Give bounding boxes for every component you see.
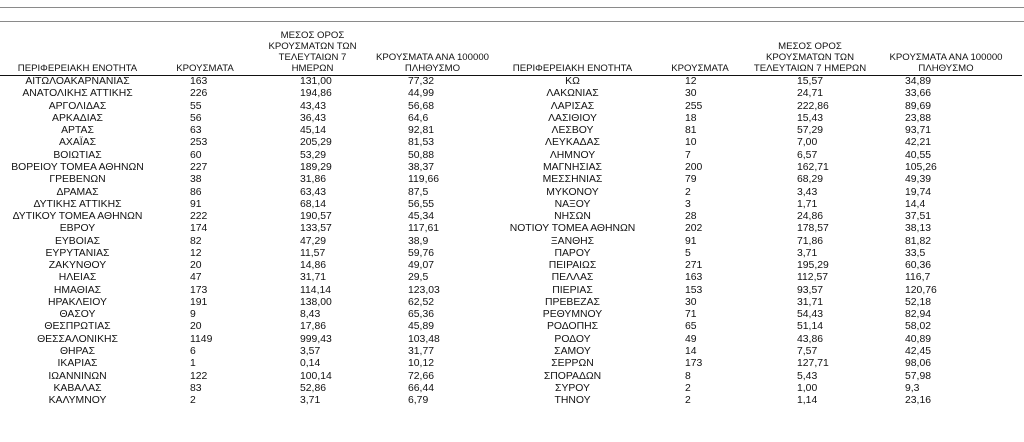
- cell-avg-7-days: 162,71: [797, 161, 829, 173]
- cell-per-100000: 105,26: [905, 161, 937, 173]
- cell-per-100000: 9,3: [905, 382, 920, 394]
- cell-avg-7-days: 24,86: [797, 211, 824, 223]
- cell-cases: 56: [190, 112, 202, 124]
- cell-cases: 83: [190, 382, 202, 394]
- cell-cases: 12: [190, 247, 202, 259]
- cell-area: ΛΗΜΝΟΥ: [549, 149, 596, 161]
- cell-cases: 28: [685, 211, 697, 223]
- table-row: [0, 321, 1022, 333]
- cell-cases: 8: [685, 370, 691, 382]
- cell-per-100000: 33,5: [905, 247, 926, 259]
- header-area: ΠΕΡΙΦΕΡΕΙΑΚΗ ΕΝΟΤΗΤΑ: [495, 30, 650, 76]
- cell-per-100000: 89,69: [905, 100, 932, 112]
- cell-area: ΠΡΕΒΕΖΑΣ: [545, 296, 600, 308]
- cell-per-100000: 123,03: [408, 284, 440, 296]
- cell-cases: 1: [190, 358, 196, 370]
- table-row: [0, 358, 1022, 370]
- cell-cases: 47: [190, 272, 202, 284]
- cell-area: ΜΥΚΟΝΟΥ: [546, 186, 599, 198]
- cell-avg-7-days: 31,71: [797, 296, 824, 308]
- cell-avg-7-days: 24,71: [797, 88, 824, 100]
- cell-per-100000: 93,71: [905, 125, 932, 137]
- cell-cases: 2: [685, 382, 691, 394]
- cell-per-100000: 6,79: [408, 395, 429, 407]
- cell-avg-7-days: 112,57: [797, 272, 829, 284]
- cell-area: ΔΥΤΙΚΟΥ ΤΟΜΕΑ ΑΘΗΝΩΝ: [12, 211, 143, 223]
- cell-cases: 91: [685, 235, 697, 247]
- cell-per-100000: 65,36: [408, 309, 435, 321]
- table-row: [0, 162, 1022, 174]
- cell-per-100000: 31,77: [408, 345, 435, 357]
- cell-avg-7-days: 3,57: [300, 345, 321, 357]
- cell-cases: 81: [685, 125, 697, 137]
- cell-avg-7-days: 36,43: [300, 112, 327, 124]
- cell-avg-7-days: 71,86: [797, 235, 824, 247]
- cell-cases: 3: [685, 198, 691, 210]
- cases-table: [0, 30, 1022, 407]
- header-row: [0, 30, 1022, 76]
- cell-cases: 55: [190, 100, 202, 112]
- cell-avg-7-days: 11,57: [300, 247, 326, 259]
- cell-area: ΛΕΣΒΟΥ: [551, 125, 594, 137]
- header-cases: ΚΡΟΥΣΜΑΤΑ: [650, 30, 750, 76]
- cell-cases: 173: [685, 358, 703, 370]
- cell-cases: 60: [190, 149, 202, 161]
- cell-per-100000: 49,07: [408, 260, 435, 272]
- cell-area: ΠΕΙΡΑΙΩΣ: [548, 260, 597, 272]
- cell-per-100000: 33,66: [905, 88, 932, 100]
- cell-area: ΔΥΤΙΚΗΣ ΑΤΤΙΚΗΣ: [33, 198, 122, 210]
- cell-area: ΔΡΑΜΑΣ: [56, 186, 99, 198]
- cell-per-100000: 14,4: [905, 198, 926, 210]
- cell-avg-7-days: 53,29: [300, 149, 327, 161]
- cell-per-100000: 50,88: [408, 149, 435, 161]
- table-row: [0, 346, 1022, 358]
- cell-cases: 174: [190, 223, 208, 235]
- cell-avg-7-days: 45,14: [300, 125, 327, 137]
- cell-avg-7-days: 178,57: [797, 223, 829, 235]
- cell-cases: 5: [685, 247, 691, 259]
- cell-area: ΝΗΣΩΝ: [554, 211, 591, 223]
- cell-area: ΞΑΝΘΗΣ: [550, 235, 595, 247]
- cell-area: ΡΕΘΥΜΝΟΥ: [542, 309, 603, 321]
- cell-cases: 91: [190, 198, 202, 210]
- cell-per-100000: 116,7: [905, 272, 931, 284]
- cell-area: ΗΜΑΘΙΑΣ: [53, 284, 102, 296]
- cell-cases: 2: [685, 186, 691, 198]
- table-row: [0, 334, 1022, 346]
- cell-avg-7-days: 43,43: [300, 100, 327, 112]
- cell-per-100000: 77,32: [408, 76, 435, 88]
- cell-cases: 153: [685, 284, 703, 296]
- table-row: [0, 297, 1022, 309]
- cell-per-100000: 98,06: [905, 358, 932, 370]
- cell-cases: 9: [190, 309, 196, 321]
- cell-cases: 271: [685, 260, 703, 272]
- cell-area: ΣΕΡΡΩΝ: [551, 358, 594, 370]
- cell-per-100000: 34,89: [905, 76, 932, 88]
- cell-area: ΗΛΕΙΑΣ: [58, 272, 97, 284]
- cell-avg-7-days: 3,71: [797, 247, 818, 259]
- cell-cases: 18: [685, 112, 697, 124]
- cell-avg-7-days: 1,00: [797, 382, 818, 394]
- cell-per-100000: 38,37: [408, 161, 435, 173]
- cell-per-100000: 58,02: [905, 321, 932, 333]
- cell-avg-7-days: 205,29: [300, 137, 332, 149]
- cell-area: ΠΑΡΟΥ: [554, 247, 591, 259]
- cell-per-100000: 45,89: [408, 321, 435, 333]
- cell-per-100000: 23,16: [905, 395, 932, 407]
- cell-area: ΤΗΝΟΥ: [554, 395, 591, 407]
- cell-area: ΕΒΡΟΥ: [59, 223, 96, 235]
- cell-area: ΒΟΡΕΙΟΥ ΤΟΜΕΑ ΑΘΗΝΩΝ: [11, 161, 144, 173]
- cell-per-100000: 87,5: [408, 186, 429, 198]
- cell-per-100000: 60,36: [905, 260, 932, 272]
- table-row: [0, 76, 1022, 89]
- cell-cases: 7: [685, 149, 691, 161]
- cell-per-100000: 66,44: [408, 382, 435, 394]
- cell-area: ΘΗΡΑΣ: [59, 345, 96, 357]
- table-row: [0, 199, 1022, 211]
- cell-avg-7-days: 127,71: [797, 358, 829, 370]
- cell-avg-7-days: 68,14: [300, 198, 327, 210]
- cell-cases: 222: [190, 211, 208, 223]
- cell-avg-7-days: 15,57: [797, 76, 824, 88]
- cell-per-100000: 81,53: [408, 137, 435, 149]
- cell-cases: 86: [190, 186, 202, 198]
- cell-area: ΙΩΑΝΝΙΝΩΝ: [48, 370, 107, 382]
- cell-per-100000: 42,45: [905, 345, 932, 357]
- cell-avg-7-days: 43,86: [797, 333, 824, 345]
- table-row: [0, 272, 1022, 284]
- cell-cases: 163: [190, 76, 208, 88]
- cell-per-100000: 42,21: [905, 137, 932, 149]
- cell-avg-7-days: 7,57: [797, 345, 818, 357]
- cell-avg-7-days: 17,86: [300, 321, 327, 333]
- cell-per-100000: 119,66: [408, 174, 440, 186]
- cell-per-100000: 38,13: [905, 223, 932, 235]
- cell-per-100000: 44,99: [408, 88, 435, 100]
- cell-per-100000: 64,6: [408, 112, 429, 124]
- cell-area: ΖΑΚΥΝΘΟΥ: [48, 260, 107, 272]
- cell-avg-7-days: 51,14: [797, 321, 824, 333]
- table-row: [0, 309, 1022, 321]
- cell-cases: 30: [685, 88, 697, 100]
- cell-avg-7-days: 138,00: [300, 296, 332, 308]
- cell-avg-7-days: 63,43: [300, 186, 327, 198]
- cell-avg-7-days: 3,71: [300, 395, 321, 407]
- cell-avg-7-days: 15,43: [797, 112, 824, 124]
- cell-per-100000: 59,76: [408, 247, 435, 259]
- cell-avg-7-days: 5,43: [797, 370, 818, 382]
- header-avg-7-days: ΜΕΣΟΣ ΟΡΟΣ ΚΡΟΥΣΜΑΤΩΝ ΤΩΝ ΤΕΛΕΥΤΑΙΩΝ 7 ΗΜΕΡΩΝ: [750, 30, 870, 76]
- cell-cases: 20: [190, 321, 202, 333]
- top-rule: [0, 7, 1024, 8]
- cell-avg-7-days: 31,71: [300, 272, 327, 284]
- cell-per-100000: 49,39: [905, 174, 932, 186]
- cell-per-100000: 81,82: [905, 235, 932, 247]
- cell-avg-7-days: 133,57: [300, 223, 332, 235]
- header-per-100000: ΚΡΟΥΣΜΑΤΑ ΑΝΑ 100000 ΠΛΗΘΥΣΜΟ: [870, 30, 1022, 76]
- cell-avg-7-days: 68,29: [797, 174, 824, 186]
- cell-per-100000: 38,9: [408, 235, 429, 247]
- cell-cases: 226: [190, 88, 208, 100]
- cell-area: ΣΥΡΟΥ: [555, 382, 590, 394]
- cell-cases: 12: [685, 76, 697, 88]
- cell-cases: 200: [685, 161, 703, 173]
- cell-per-100000: 117,61: [408, 223, 440, 235]
- cell-cases: 63: [190, 125, 202, 137]
- cell-cases: 255: [685, 100, 703, 112]
- second-rule: [0, 21, 1024, 22]
- table-row: [0, 137, 1022, 149]
- table-row: [0, 260, 1022, 272]
- cell-avg-7-days: 114,14: [300, 284, 332, 296]
- header-avg-7-days: ΜΕΣΟΣ ΟΡΟΣ ΚΡΟΥΣΜΑΤΩΝ ΤΩΝ ΤΕΛΕΥΤΑΙΩΝ 7 ΗΜΕΡΩΝ: [255, 30, 370, 76]
- cell-per-100000: 19,74: [905, 186, 932, 198]
- cell-cases: 1149: [190, 333, 213, 345]
- cell-area: ΑΡΤΑΣ: [61, 125, 94, 137]
- table-row: [0, 125, 1022, 137]
- cell-per-100000: 57,98: [905, 370, 932, 382]
- table-row: [0, 370, 1022, 382]
- cell-avg-7-days: 93,57: [797, 284, 824, 296]
- cell-area: ΜΑΓΝΗΣΙΑΣ: [543, 161, 602, 173]
- cell-area: ΛΕΥΚΑΔΑΣ: [545, 137, 600, 149]
- cell-per-100000: 82,94: [905, 309, 932, 321]
- cell-area: ΝΟΤΙΟΥ ΤΟΜΕΑ ΑΘΗΝΩΝ: [509, 223, 636, 235]
- cell-avg-7-days: 54,43: [797, 309, 824, 321]
- cell-cases: 49: [685, 333, 697, 345]
- header-cases: ΚΡΟΥΣΜΑΤΑ: [155, 30, 255, 76]
- cell-per-100000: 62,52: [408, 296, 435, 308]
- table-row: [0, 174, 1022, 186]
- cell-per-100000: 37,51: [905, 211, 932, 223]
- cell-avg-7-days: 189,29: [300, 161, 332, 173]
- cell-per-100000: 40,55: [905, 149, 932, 161]
- cell-avg-7-days: 3,43: [797, 186, 818, 198]
- cell-avg-7-days: 195,29: [797, 260, 829, 272]
- cell-avg-7-days: 999,43: [300, 333, 332, 345]
- cell-cases: 173: [190, 284, 208, 296]
- cell-area: ΠΕΛΛΑΣ: [551, 272, 594, 284]
- table-row: [0, 223, 1022, 235]
- cell-area: ΚΩ: [565, 76, 580, 88]
- cell-avg-7-days: 6,57: [797, 149, 818, 161]
- cell-area: ΘΕΣΠΡΩΤΙΑΣ: [44, 321, 111, 333]
- cell-area: ΑΝΑΤΟΛΙΚΗΣ ΑΤΤΙΚΗΣ: [22, 88, 133, 100]
- table-row: [0, 248, 1022, 260]
- cell-avg-7-days: 7,00: [797, 137, 818, 149]
- cell-per-100000: 23,88: [905, 112, 932, 124]
- cell-per-100000: 45,34: [408, 211, 435, 223]
- cell-avg-7-days: 131,00: [300, 76, 332, 88]
- cell-per-100000: 72,66: [408, 370, 435, 382]
- cell-area: ΗΡΑΚΛΕΙΟΥ: [48, 296, 107, 308]
- table-row: [0, 211, 1022, 223]
- cell-cases: 2: [190, 395, 196, 407]
- cell-area: ΘΕΣΣΑΛΟΝΙΚΗΣ: [37, 333, 118, 345]
- cell-cases: 71: [685, 309, 697, 321]
- header-per-100000: ΚΡΟΥΣΜΑΤΑ ΑΝΑ 100000 ΠΛΗΘΥΣΜΟ: [370, 30, 495, 76]
- cell-avg-7-days: 14,86: [300, 260, 327, 272]
- cell-cases: 6: [190, 345, 196, 357]
- cell-cases: 202: [685, 223, 703, 235]
- cell-cases: 2: [685, 395, 691, 407]
- cell-avg-7-days: 1,71: [797, 198, 818, 210]
- cell-cases: 79: [685, 174, 697, 186]
- cell-area: ΕΥΡΥΤΑΝΙΑΣ: [45, 247, 110, 259]
- cell-avg-7-days: 194,86: [300, 88, 332, 100]
- table-row: [0, 88, 1022, 100]
- cell-avg-7-days: 8,43: [300, 309, 321, 321]
- cell-cases: 253: [190, 137, 208, 149]
- cell-area: ΛΑΡΙΣΑΣ: [550, 100, 595, 112]
- cell-area: ΙΚΑΡΙΑΣ: [57, 358, 98, 370]
- table-row: [0, 235, 1022, 247]
- cell-area: ΛΑΚΩΝΙΑΣ: [546, 88, 599, 100]
- table-row: [0, 186, 1022, 198]
- cell-area: ΝΑΞΟΥ: [554, 198, 591, 210]
- cell-area: ΘΑΣΟΥ: [59, 309, 96, 321]
- cell-avg-7-days: 0,14: [300, 358, 321, 370]
- cell-avg-7-days: 47,29: [300, 235, 327, 247]
- cell-avg-7-days: 57,29: [797, 125, 824, 137]
- cell-area: ΑΡΓΟΛΙΔΑΣ: [48, 100, 107, 112]
- cell-cases: 227: [190, 161, 208, 173]
- cell-per-100000: 56,68: [408, 100, 435, 112]
- cell-area: ΣΠΟΡΑΔΩΝ: [543, 370, 602, 382]
- cell-cases: 122: [190, 370, 208, 382]
- cell-per-100000: 92,81: [408, 125, 435, 137]
- cell-cases: 30: [685, 296, 697, 308]
- cell-per-100000: 52,18: [905, 296, 932, 308]
- cell-per-100000: 56,55: [408, 198, 435, 210]
- cell-per-100000: 10,12: [408, 358, 435, 370]
- cell-avg-7-days: 190,57: [300, 211, 332, 223]
- cell-area: ΚΑΛΥΜΝΟΥ: [48, 395, 107, 407]
- cell-avg-7-days: 222,86: [797, 100, 829, 112]
- cell-avg-7-days: 31,86: [300, 174, 327, 186]
- cell-cases: 65: [685, 321, 697, 333]
- cell-area: ΑΧΑΪΑΣ: [58, 137, 97, 149]
- cell-area: ΚΑΒΑΛΑΣ: [53, 382, 102, 394]
- cell-area: ΒΟΙΩΤΙΑΣ: [53, 149, 102, 161]
- table-row: [0, 150, 1022, 162]
- cell-area: ΑΡΚΑΔΙΑΣ: [52, 112, 103, 124]
- table-row: [0, 395, 1022, 407]
- cell-cases: 163: [685, 272, 703, 284]
- cell-avg-7-days: 100,14: [300, 370, 332, 382]
- cell-area: ΑΙΤΩΛΟΑΚΑΡΝΑΝΙΑΣ: [25, 76, 130, 88]
- table-row: [0, 383, 1022, 395]
- cell-cases: 10: [685, 137, 697, 149]
- cell-avg-7-days: 52,86: [300, 382, 327, 394]
- cell-cases: 191: [190, 296, 208, 308]
- cell-cases: 38: [190, 174, 202, 186]
- cell-area: ΜΕΣΣΗΝΙΑΣ: [542, 174, 603, 186]
- cell-area: ΡΟΔΟΠΗΣ: [546, 321, 599, 333]
- cell-area: ΕΥΒΟΙΑΣ: [54, 235, 101, 247]
- table-body: [0, 76, 1022, 408]
- cell-per-100000: 29,5: [408, 272, 429, 284]
- cell-area: ΣΑΜΟΥ: [554, 345, 591, 357]
- cell-area: ΛΑΣΙΘΙΟΥ: [548, 112, 597, 124]
- cell-avg-7-days: 1,14: [797, 395, 818, 407]
- cell-per-100000: 120,76: [905, 284, 937, 296]
- cell-cases: 14: [685, 345, 697, 357]
- table-row: [0, 285, 1022, 297]
- cell-per-100000: 103,48: [408, 333, 440, 345]
- cell-cases: 82: [190, 235, 202, 247]
- table-row: [0, 101, 1022, 113]
- table-row: [0, 113, 1022, 125]
- cell-cases: 20: [190, 260, 202, 272]
- header-area: ΠΕΡΙΦΕΡΕΙΑΚΗ ΕΝΟΤΗΤΑ: [0, 30, 155, 76]
- cell-per-100000: 40,89: [905, 333, 932, 345]
- cell-area: ΠΙΕΡΙΑΣ: [552, 284, 593, 296]
- cell-area: ΡΟΔΟΥ: [554, 333, 591, 345]
- cell-area: ΓΡΕΒΕΝΩΝ: [49, 174, 106, 186]
